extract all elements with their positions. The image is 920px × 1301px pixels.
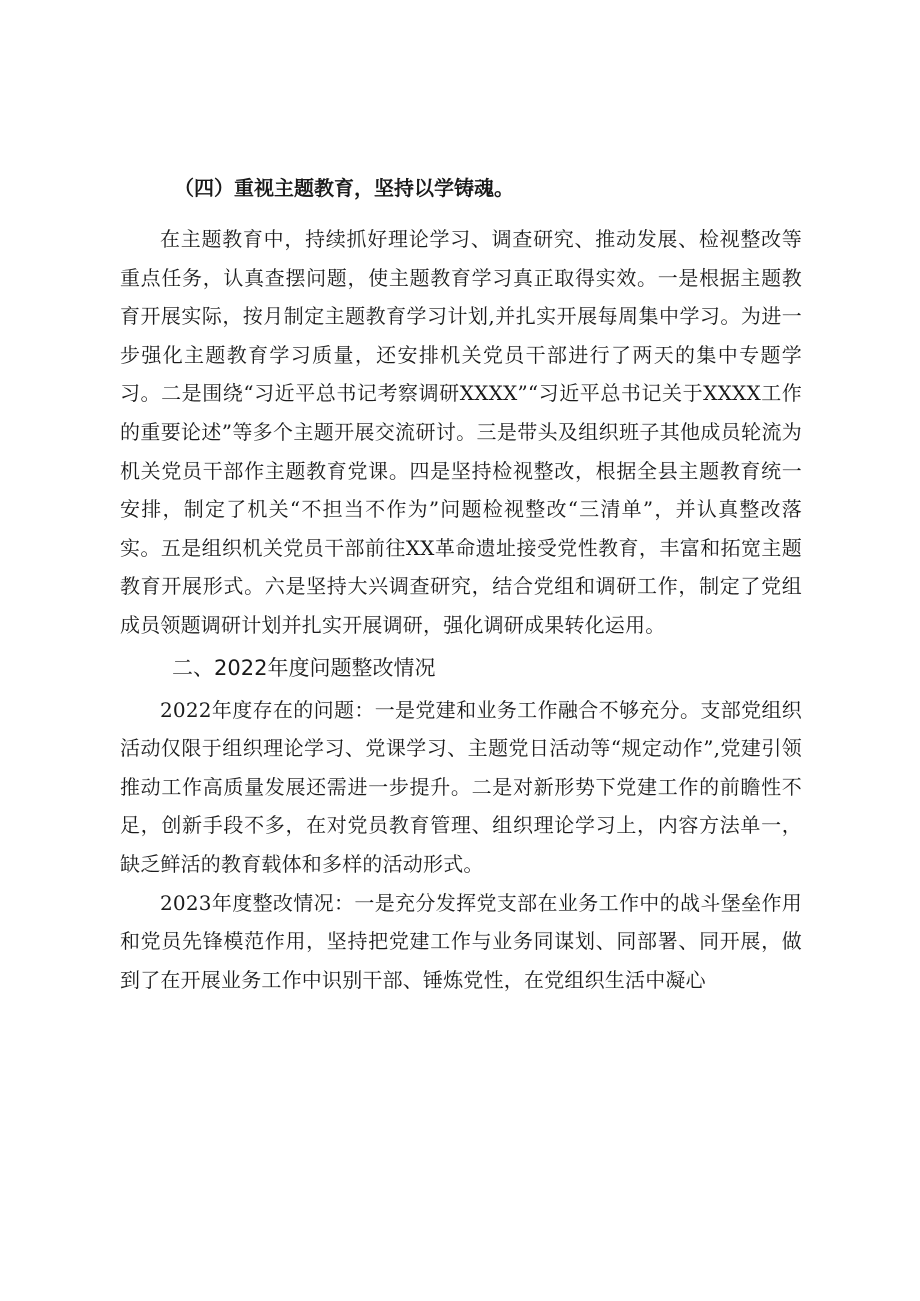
section-heading-2022-rectification: 二、2022年度问题整改情况 <box>172 655 436 680</box>
paragraph-theme-education: 在主题教育中，持续抓好理论学习、调查研究、推动发展、检视整改等重点任务，认真查摆问题，使主题教育学习真正取得实效。一是根据主题教育开展实际，按月制定主题教育学习计划,并扎实开展每周集中学习。为进一步强化主题教育学习质量，还安排机关党员干部进行了两天的集中专题学习。二是围绕“习近平总书记考察调研XXXX”“习近平总书记关于XXXX工作的重要论述”等多个主题开展交流研讨。三是带头及组织班子其他成员轮流为机关党员干部作主题教育党课。四是坚持检视整改，根据全县主题教育统一安排，制定了机关“不担当不作为”问题检视整改“三清单”，并认真整改落实。五是组织机关党员干部前往XX革命遗址接受党性教育，丰富和拓宽主题教育开展形式。六是坚持大兴调查研究，结合党组和调研工作，制定了党组成员领题调研计划并扎实开展调研，强化调研成果转化运用。 <box>120 227 802 637</box>
document-body <box>120 168 802 999</box>
paragraph-2022-problems: 2022年度存在的问题：一是党建和业务工作融合不够充分。支部党组织活动仅限于组织理论学习、党课学习、主题党日活动等“规定动作”,党建引领推动工作高质量发展还需进一步提升。二是对新形势下党建工作的前瞻性不足，创新手段不多，在对党员教育管理、组织理论学习上，内容方法单一，缺乏鲜活的教育载体和多样的活动形式。 <box>120 697 802 876</box>
paragraph-2023-rectification: 2023年度整改情况：一是充分发挥党支部在业务工作中的战斗堡垒作用和党员先锋模范作用，坚持把党建工作与业务同谋划、同部署、同开展，做到了在开展业务工作中识别干部、锤炼党性，在党组织生活中凝心 <box>120 890 802 992</box>
subheading-theme-education: （四）重视主题教育，坚持以学铸魂。 <box>174 176 514 200</box>
